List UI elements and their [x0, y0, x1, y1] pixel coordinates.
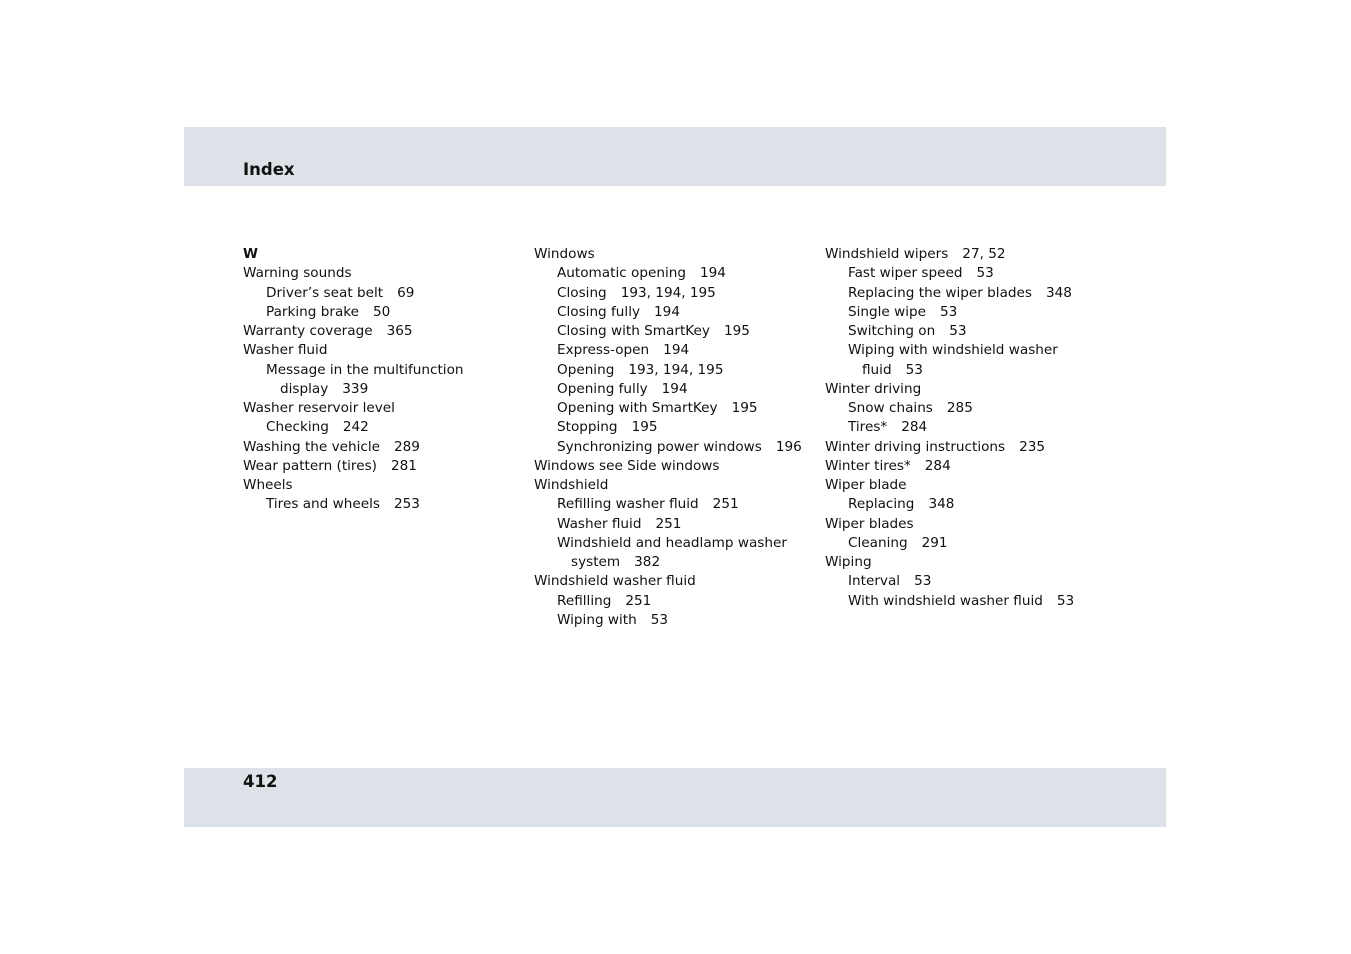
index-entry — [534, 515, 814, 534]
index-term: Message in the multifunction — [266, 361, 464, 378]
index-entry — [825, 245, 1105, 264]
index-entry — [825, 418, 1105, 437]
index-term: Synchronizing power windows — [557, 438, 762, 455]
index-entry — [243, 322, 523, 341]
index-entry — [243, 438, 523, 457]
index-term: With windshield washer fluid — [848, 592, 1043, 609]
index-page-ref: 339 — [342, 380, 369, 397]
index-term: Wiper blade — [825, 477, 907, 493]
index-term: Windshield — [534, 477, 609, 493]
index-page-ref: 281 — [390, 457, 417, 474]
index-term: Windows — [534, 246, 595, 262]
index-entry — [825, 399, 1105, 418]
index-entry — [534, 399, 814, 418]
index-page-ref: 348 — [1046, 284, 1072, 301]
index-term: Wear pattern (tires) — [243, 457, 377, 474]
index-page-ref: 53 — [949, 323, 967, 339]
index-term: Closing with SmartKey — [557, 323, 710, 339]
index-entry — [825, 515, 1105, 534]
index-entry — [825, 495, 1105, 514]
index-term: Wiping — [825, 554, 872, 570]
index-page-ref: 284 — [924, 457, 951, 474]
index-column-1 — [243, 245, 523, 515]
index-term: Fast wiper speed — [848, 265, 963, 282]
index-page-ref: 53 — [940, 303, 958, 320]
index-page-ref: 251 — [625, 592, 652, 609]
index-term: Wiping with — [557, 611, 637, 628]
index-entry — [825, 341, 1105, 360]
index-term: Winter driving instructions — [825, 438, 1006, 455]
index-term: Tires* — [848, 419, 888, 436]
index-term: Switching on — [848, 323, 936, 339]
index-entry — [243, 495, 523, 514]
index-page-ref: 289 — [394, 438, 420, 455]
index-page-ref: 194 — [654, 303, 680, 320]
index-term: Winter driving — [825, 380, 922, 397]
index-entry — [825, 322, 1105, 341]
index-column-2 — [534, 245, 814, 630]
index-term: Wiping with windshield washer — [848, 342, 1058, 359]
index-page-ref: 194 — [663, 342, 690, 359]
index-page-ref: 291 — [921, 534, 948, 551]
index-entry — [825, 361, 1105, 380]
index-term: Closing fully — [557, 303, 641, 320]
page-title: Index — [243, 160, 295, 179]
index-entry — [534, 322, 814, 341]
index-page-ref: 242 — [342, 419, 369, 436]
index-term: Replacing the wiper blades — [848, 284, 1032, 301]
index-column-3 — [825, 245, 1105, 611]
index-term: Washer fluid — [557, 515, 642, 532]
index-term: Warning sounds — [243, 265, 352, 282]
index-page-ref: 53 — [905, 361, 923, 378]
index-term: Opening fully — [557, 380, 648, 397]
index-letter-heading — [243, 245, 523, 264]
index-term: Cleaning — [848, 534, 908, 551]
index-page-ref: 382 — [634, 554, 661, 570]
index-entry — [534, 418, 814, 437]
index-entry — [243, 264, 523, 283]
index-entry — [534, 572, 814, 591]
index-entry — [825, 438, 1105, 457]
index-page-ref: 193, 194, 195 — [620, 284, 716, 301]
index-term: Washer fluid — [243, 342, 328, 359]
footer-band — [184, 768, 1166, 827]
index-term: Replacing — [848, 496, 915, 513]
index-term: Windshield and headlamp washer — [557, 534, 787, 551]
index-page-ref: 251 — [712, 496, 739, 513]
index-term: Parking brake — [266, 303, 360, 320]
index-entry — [534, 495, 814, 514]
index-entry — [825, 380, 1105, 399]
header-band — [184, 127, 1166, 186]
index-page-ref: 348 — [928, 496, 955, 513]
index-entry — [243, 399, 523, 418]
index-term: W — [243, 246, 258, 262]
index-term: Opening with SmartKey — [557, 400, 718, 416]
index-page-ref: 53 — [976, 265, 994, 282]
index-term: Refilling washer fluid — [557, 496, 699, 513]
index-page-ref: 284 — [901, 419, 928, 436]
index-entry — [534, 592, 814, 611]
index-page-ref: 194 — [661, 380, 688, 397]
index-page-ref: 27, 52 — [962, 246, 1006, 262]
index-term: Refilling — [557, 592, 612, 609]
index-term: Windows see Side windows — [534, 457, 720, 474]
index-term: Washing the vehicle — [243, 438, 380, 455]
index-term: display — [280, 380, 329, 397]
index-page-ref: 251 — [655, 515, 682, 532]
index-term: Single wipe — [848, 303, 926, 320]
index-term: fluid — [862, 361, 892, 378]
page-number: 412 — [243, 772, 278, 791]
index-term: Driver’s seat belt — [266, 284, 384, 301]
index-term: Express-open — [557, 342, 650, 359]
index-term: Checking — [266, 419, 329, 436]
index-entry — [825, 284, 1105, 303]
index-term: Windshield wipers — [825, 246, 949, 262]
index-entry — [825, 264, 1105, 283]
index-page-ref: 195 — [631, 419, 658, 436]
index-entry — [534, 264, 814, 283]
index-entry — [243, 361, 523, 380]
index-page-ref: 253 — [393, 496, 420, 513]
index-entry — [534, 284, 814, 303]
index-term: Wheels — [243, 477, 293, 493]
index-term: Closing — [557, 284, 607, 301]
index-entry — [534, 457, 814, 476]
index-page-ref: 365 — [386, 323, 413, 339]
index-entry — [534, 341, 814, 360]
index-page-ref: 50 — [373, 303, 391, 320]
index-page-ref: 196 — [775, 438, 802, 455]
index-entry — [243, 457, 523, 476]
index-entry — [534, 476, 814, 495]
index-entry — [243, 303, 523, 322]
index-term: Opening — [557, 361, 615, 378]
index-page-ref: 53 — [650, 611, 669, 628]
index-entry — [534, 611, 814, 630]
index-page-ref: 195 — [731, 400, 758, 416]
index-entry — [825, 592, 1105, 611]
index-page-ref: 194 — [699, 265, 726, 282]
index-page-ref: 195 — [723, 323, 750, 339]
index-term: Tires and wheels — [266, 496, 380, 513]
index-entry — [243, 341, 523, 360]
index-term: Interval — [848, 573, 901, 590]
index-entry — [534, 303, 814, 322]
index-entry — [243, 284, 523, 303]
index-entry — [243, 476, 523, 495]
index-entry — [825, 476, 1105, 495]
index-page-ref: 193, 194, 195 — [628, 361, 724, 378]
index-entry — [825, 457, 1105, 476]
index-term: Windshield washer fluid — [534, 573, 696, 590]
index-term: Wiper blades — [825, 515, 914, 532]
index-term: Automatic opening — [557, 265, 686, 282]
index-entry — [825, 303, 1105, 322]
index-term: Warranty coverage — [243, 323, 373, 339]
index-entry — [534, 553, 814, 572]
index-entry — [243, 418, 523, 437]
index-entry — [534, 534, 814, 553]
index-entry — [825, 534, 1105, 553]
index-page-ref: 235 — [1019, 438, 1046, 455]
index-entry — [825, 572, 1105, 591]
index-entry — [534, 361, 814, 380]
index-entry — [534, 438, 814, 457]
index-page-ref: 69 — [397, 284, 415, 301]
index-term: Washer reservoir level — [243, 400, 395, 416]
index-page-ref: 53 — [1056, 592, 1075, 609]
index-entry — [534, 380, 814, 399]
index-term: Snow chains — [848, 400, 933, 416]
index-entry — [243, 380, 523, 399]
index-entry — [825, 553, 1105, 572]
index-term: system — [571, 554, 621, 570]
index-entry — [534, 245, 814, 264]
index-page-ref: 53 — [914, 573, 932, 590]
index-term: Stopping — [557, 419, 618, 436]
index-term: Winter tires* — [825, 457, 911, 474]
index-page-ref: 285 — [946, 400, 973, 416]
